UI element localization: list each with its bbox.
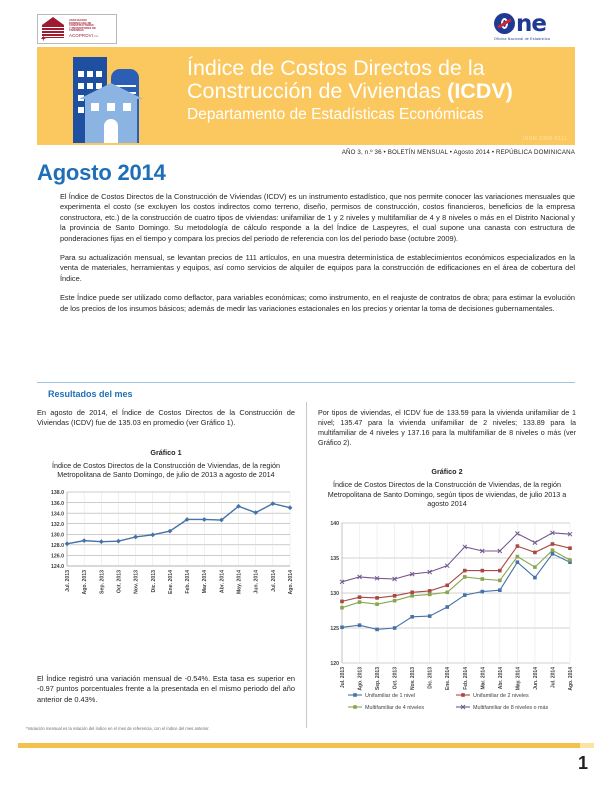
chart1-ytick: 132.0 [51, 521, 64, 528]
chart2-legend-item: Unifamiliar de 2 niveles [473, 692, 529, 699]
chart2-legend-item: Multifamiliar de 4 niveles [365, 704, 425, 711]
chart1-ytick: 130.0 [51, 532, 64, 539]
chart1-xtick: Sep. 2013 [99, 570, 106, 594]
chart1-caption [37, 442, 295, 480]
chart1 [37, 484, 295, 614]
banner-line-3: Departamento de Estadísticas Económicas [187, 106, 484, 123]
bulletin-meta: AÑO 3, n.º 36 • BOLETÍN MENSUAL • Agosto 2014 • REPÚBLICA DOMINICANA [341, 149, 575, 156]
section-heading: Resultados del mes [48, 389, 133, 399]
chart1-xtick: Jul. 2013 [65, 570, 71, 592]
chart1-xtick: Nov. 2013 [133, 570, 140, 594]
one-logo [494, 12, 582, 45]
chart1-ytick: 136.0 [51, 500, 64, 507]
chart2-ytick: 135 [330, 555, 339, 562]
chart2-xtick: Jul. 2013 [340, 666, 346, 688]
chart2-xtick: Ago. 2014 [568, 666, 574, 691]
acoprovi-line-4: VIVIENDAS [69, 29, 84, 33]
chart1-xtick: Oct. 2013 [116, 570, 123, 594]
chart2-xtick: Ene. 2014 [445, 666, 452, 690]
chart1-xtick: May. 2014 [236, 570, 243, 595]
chart2-xtick: Dic. 2013 [427, 666, 434, 689]
chart1-ytick: 124.0 [51, 564, 64, 571]
title-banner [37, 47, 575, 145]
left-footnote: *Variación mensual es la relación del índice en el mes de referencia, con el índice del mes anterior. [26, 726, 210, 731]
left-paragraph: En agosto de 2014, el Índice de Costos Directos de la Construcción de Viviendas (ICDV) fue de 135.03 en promedio (ver Gráfico 1). [37, 408, 295, 428]
chart2-title: Índice de Costos Directos de la Construcción de Viviendas, de la región Metropolitana de Santo Domingo, según tipos de viviendas, de julio 2013 a agosto 2014 [327, 480, 567, 509]
chart1-xtick: Ene. 2014 [167, 570, 174, 594]
page-number: 1 [577, 753, 588, 773]
chart1-xtick: Jul. 2014 [270, 570, 277, 592]
chart2-xtick: Oct. 2013 [392, 666, 399, 690]
right-paragraph: Por tipos de viviendas, el ICDV fue de 133.59 para la vivienda unifamiliar de 1 nivel; 135.47 para la vivienda unifamiliar de 2 niveles; 133.89 para la multifamiliar de 4 niveles y 137.16 para la multifamiliar de 8 niveles o más (ver Gráfico 2). [318, 408, 576, 447]
chart2-legend-item: Multifamiliar de 8 niveles o más [473, 704, 549, 711]
chart2-xtick: Sep. 2013 [375, 666, 382, 690]
banner-line-1: Índice de Costos Directos de la [187, 56, 485, 80]
chart1-svg [37, 484, 295, 614]
chart1-label: Gráfico 1 [150, 447, 182, 457]
acoprovi-line-0: ASOCIACION [69, 18, 87, 22]
buildings-illustration [65, 53, 175, 143]
chart2-xtick: Jun. 2014 [532, 666, 539, 690]
one-logo-wordmark: ne [494, 12, 582, 36]
chart2-xtick: Mar. 2014 [480, 666, 487, 690]
chart2-ytick: 125 [330, 625, 339, 632]
chart1-xtick: Ago. 2013 [82, 570, 89, 595]
chart1-ytick: 134.0 [51, 511, 64, 518]
chart1-ytick: 128.0 [51, 543, 64, 550]
footer-bar [18, 743, 594, 748]
chart1-ytick: 138.0 [51, 490, 64, 497]
section-divider [37, 382, 575, 383]
left-note: El Índice registró una variación mensual de -0.54%. Esta tasa es superior en -0.97 puntos porcentuales frente a la presentada en el mismo periodo del año anterior de 0.43%. [37, 674, 295, 704]
chart2-svg [318, 513, 576, 728]
chart2-ytick: 140 [330, 520, 339, 527]
intro-section [60, 192, 575, 323]
chart1-xtick: Dic. 2013 [150, 570, 157, 593]
chart2-ytick: 130 [330, 590, 339, 597]
acoprovi-logo [37, 14, 117, 44]
chart2-xtick: Ago. 2013 [357, 666, 364, 691]
chart2-xtick: Feb. 2014 [462, 666, 469, 690]
intro-paragraph-3: Este Índice puede ser utilizado como deflactor, para variables económicas; como instrumento, en el reajuste de contratos de obra; para estimar la evolución de los precios de los insumos básicos; además de medir las variaciones estacionales en los precios y orientar la toma de decisiones gubernamentales. [60, 293, 575, 313]
house-icon [85, 97, 137, 143]
banner-line-2: Construcción de Viviendas (ICDV) [187, 79, 513, 103]
column-divider [306, 402, 307, 728]
chart1-xtick: Mar. 2014 [202, 570, 209, 594]
one-logo-subtitle: Oficina Nacional de Estadística [494, 37, 550, 41]
chart1-xtick: Ago. 2014 [288, 570, 294, 595]
left-column [37, 408, 295, 614]
acoprovi-brand: ACOPROVI, Inc. [69, 32, 99, 38]
intro-paragraph-1: El Índice de Costos Directos de la Construcción de Viviendas (ICDV) es un instrumento estadístico, que nos permite conocer las variaciones mensuales que experimenta el costo (se excluyen los costos indirectos como terreno, diseño, permisos de construcción, costos financieros, beneficios de la empresa constructora, etc.) de la construcción de cuatro tipos de viviendas: unifamiliar de 1 y 2 niveles y multifamiliar de 4 y 8 niveles o más en el Distrito Nacional y la provincia de Santo Domingo. Su metodología de cálculo responde a la del Índice de Laspeyres, el cual supone una canasta con estructura de ponderaciones fijas en el tiempo y compara los precios del periodo de referencia con los del periodo base (octubre 2009). [60, 192, 575, 243]
intro-paragraph-2: Para su actualización mensual, se levantan precios de 111 artículos, en una muestra determinística de establecimientos económicos especializados en la venta de materiales, herramientas y equipos, así como servicios de alquiler de equipos para la construcción de edificaciones en el área de cobertura del Índice. [60, 253, 575, 283]
acoprovi-line-1: DOMINICANA DE [69, 21, 92, 25]
chart2-ytick: 120 [330, 660, 339, 667]
chart1-xtick: Jun. 2014 [253, 570, 260, 594]
chart1-title: Índice de Costos Directos de la Construcción de Viviendas, de la región Metropolitana de Santo Domingo, de julio de 2013 a agosto de 2014 [52, 460, 280, 480]
chart2-xtick: Nov. 2013 [410, 666, 417, 690]
one-logo-circle-icon [494, 13, 515, 34]
chart1-ytick: 126.0 [51, 553, 64, 560]
acoprovi-line-3: Y PROMOTORES DE [69, 26, 96, 30]
chart2-xtick: Abr. 2014 [497, 666, 504, 690]
banner-text [187, 57, 569, 125]
chart1-xtick: Abr. 2014 [219, 570, 226, 594]
chart2-xtick: May. 2014 [515, 666, 522, 691]
issn-label: ISSN 2309-0111 [522, 136, 567, 142]
acoprovi-house-icon: + [40, 16, 66, 42]
page-title: Agosto 2014 [37, 160, 166, 185]
chart1-xtick: Feb. 2014 [185, 570, 192, 594]
chart2-xtick: Jul. 2014 [550, 666, 557, 688]
acoprovi-logo-text [69, 20, 99, 38]
chart2-caption [318, 461, 576, 509]
acoprovi-line-2: CONSTRUCTORES [69, 24, 94, 28]
chart2-label: Gráfico 2 [431, 467, 463, 476]
chart2 [318, 513, 576, 728]
right-column [318, 408, 576, 728]
chart2-legend-item: Unifamiliar de 1 nivel [365, 692, 416, 699]
